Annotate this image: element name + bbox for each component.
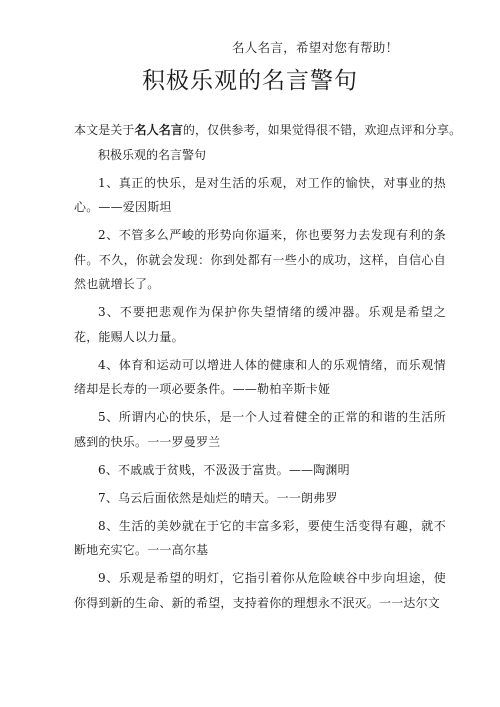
intro-bold-keyword: 名人名言 (134, 123, 183, 137)
quote-2: 2、不管多么严峻的形势向你逼来，你也要努力去发现有利的条件。不久，你就会发现：你到处都有一些小的成功，这样，自信心自然也就增长了。 (74, 228, 446, 291)
quote-1: 1、真正的快乐，是对生活的乐观，对工作的愉快，对事业的热心。——爱因斯坦 (74, 175, 446, 214)
quote-9: 9、乐观是希望的明灯，它指引着你从危险峡谷中步向坦途，使你得到新的生命、新的希望，支持着你的理想永不泯灭。一一达尔文 (74, 571, 446, 610)
quote-4: 4、体育和运动可以增进人体的健康和人的乐观情绪，而乐观情绪却是长寿的一项必要条件。——勒柏辛斯卡娅 (74, 357, 446, 396)
section-subheading: 积极乐观的名言警句 (98, 147, 207, 162)
document-title: 积极乐观的名言警句 (142, 68, 358, 94)
quote-6: 6、不戚戚于贫贱，不汲汲于富贵。——陶渊明 (98, 462, 350, 477)
quote-3: 3、不要把悲观作为保护你失望情绪的缓冲器。乐观是希望之花，能赐人以力量。 (74, 305, 446, 344)
quote-5: 5、所谓内心的快乐，是一个人过着健全的正常的和谐的生活所感到的快乐。一一罗曼罗兰 (74, 410, 446, 449)
intro-text-after: 的，仅供参考，如果觉得很不错，欢迎点评和分享。 (182, 123, 462, 137)
document-body (74, 118, 462, 615)
quote-8: 8、生活的美妙就在于它的丰富多彩，要使生活变得有趣，就不断地充实它。一一高尔基 (74, 518, 446, 557)
intro-text-before: 本文是关于 (74, 123, 135, 137)
intro-paragraph (74, 118, 462, 143)
quote-7: 7、乌云后面依然是灿烂的晴天。一一朗弗罗 (98, 490, 338, 505)
header-note: 名人名言，希望对您有帮助！ (232, 40, 399, 55)
